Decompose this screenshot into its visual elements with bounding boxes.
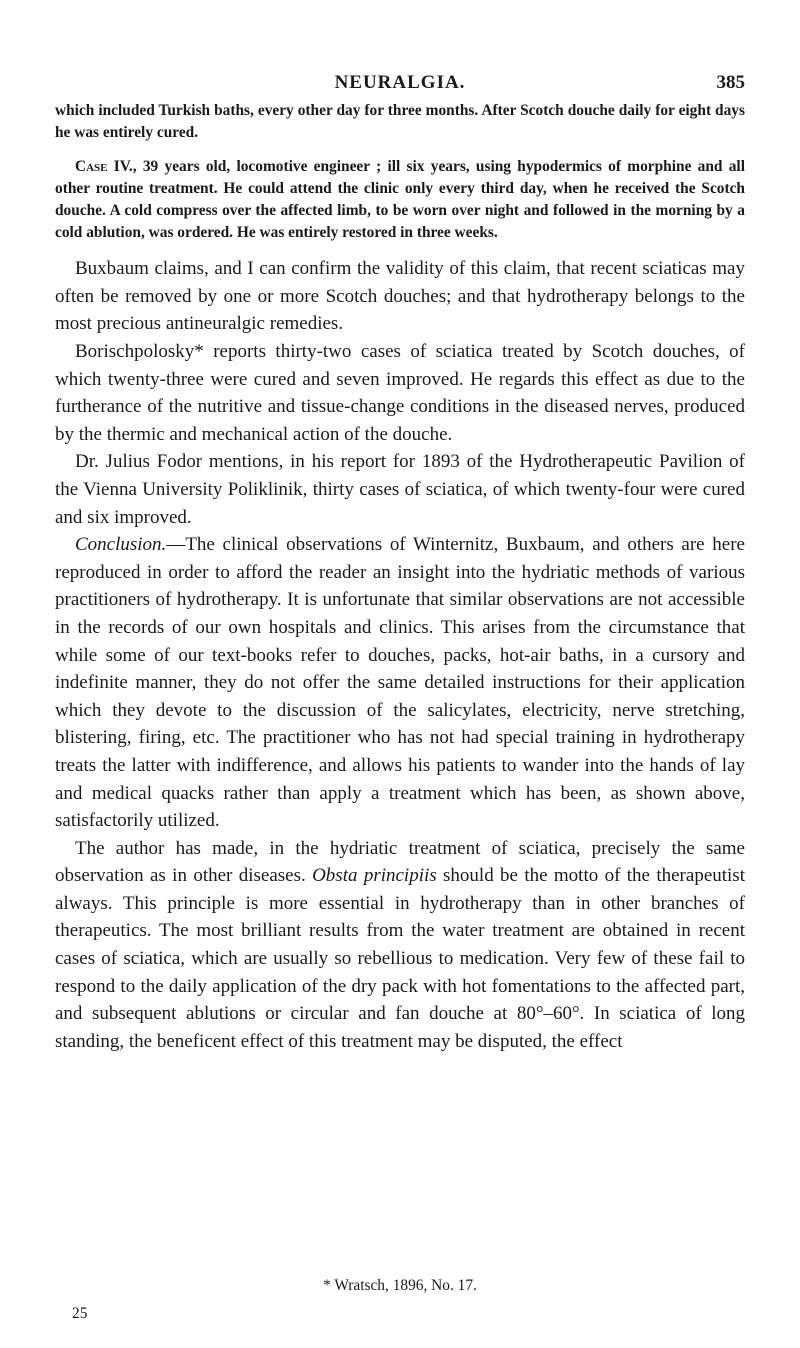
- conclusion-text: —The clinical observations of Winternitz, Buxbaum, and others are here reproduced in order to afford the reader an insight into the hydriatic methods of various practitioners of hydrotherapy. It is unfortunate that similar observations are not accessible in the records of our own hospitals and clinics. This arises from the circumstance that while some of our text-books refer to douches, packs, hot-air baths, in a cursory and indefinite manner, they do not offer the same detailed instructions for their application which they devote to the discussion of the salicylates, electricity, nerve stretching, blistering, firing, etc. The practitioner who has not had special training in hydrotherapy treats the latter with indifference, and allows his patients to wander into the hands of lay and medical quacks rather than apply a treatment which has been, as shown above, satisfactorily utilized.: [55, 534, 745, 832]
- paragraph-case-four: [55, 156, 745, 243]
- body-text: [55, 100, 745, 1055]
- paragraph-buxbaum: Buxbaum claims, and I can confirm the validity of this claim, that recent sciaticas may often be removed by one or more Scotch douches; and that hydrotherapy belongs to the most precious antineuralgic remedies.: [55, 258, 745, 335]
- footnote: * Wratsch, 1896, No. 17.: [323, 1277, 477, 1294]
- paragraph-borischpolosky: Borischpolosky* reports thirty-two cases of sciatica treated by Scotch douches, of which twenty-three were cured and seven improved. He regards this effect as due to the furtherance of the nutritive and tissue-change conditions in the diseased nerves, produced by the thermic and mechanical action of the douche.: [55, 341, 745, 445]
- paragraph-fodor: Dr. Julius Fodor mentions, in his report for 1893 of the Hydrotherapeutic Pavilion of the Vienna University Poliklinik, thirty cases of sciatica, of which twenty-four were cured and six improved.: [55, 451, 745, 528]
- latin-motto: Obsta principiis: [312, 865, 437, 887]
- observation-text-a: The author has made, in the hydriatic treatment of sciatica, precisely the same observation as in other diseases.: [55, 837, 745, 887]
- page-number: 385: [716, 72, 745, 93]
- paragraph-case-continuation: which included Turkish baths, every other day for three months. After Scotch douche daily for eight days he was entirely cured.: [55, 102, 745, 141]
- signature-mark: 25: [72, 1305, 88, 1322]
- paragraph-conclusion: [55, 531, 745, 835]
- running-title: NEURALGIA.: [334, 72, 466, 93]
- case-four-text: 39 years old, locomotive engineer ; ill six years, using hypodermics of morphine and all other routine treatment. He could attend the clinic only every third day, when he received the Scotch douche. A cold compress over the affected limb, to be worn over night and followed in the morning by a cold ablution, was ordered. He was entirely restored in three weeks.: [55, 158, 745, 241]
- conclusion-label: Conclusion.: [75, 534, 167, 556]
- observation-text-b: should be the motto of the therapeutist always. This principle is more essential in hydrotherapy than in other branches of therapeutics. The most brilliant results from the water treatment are obtained in recent cases of sciatica, which are usually so rebellious to medication. Very few of these fail to respond to the daily application of the dry pack with hot fomentations to the affected part, and subsequent ablutions or circular and fan douche at 80°–60°. In sciatica of long standing, the beneficent effect of this treatment may be disputed, the effect: [55, 865, 745, 1052]
- case-label: Case IV.,: [75, 158, 137, 176]
- paragraph-author-observation: [55, 835, 745, 1056]
- running-header: [55, 72, 745, 98]
